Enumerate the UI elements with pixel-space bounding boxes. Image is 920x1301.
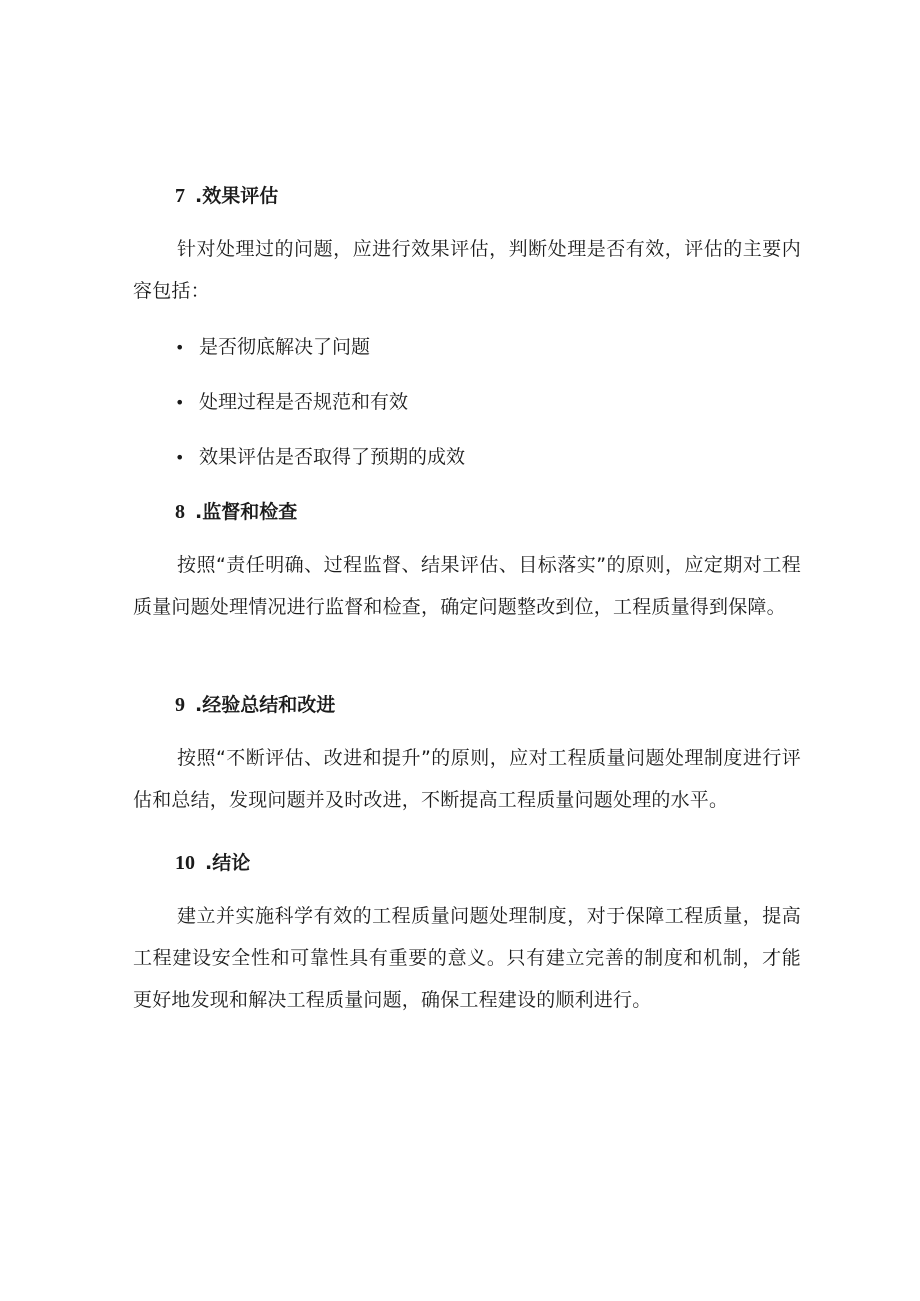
bullet-dot-2: •	[175, 393, 185, 412]
section-9-number: 9	[175, 694, 185, 716]
section-10-paragraph: 建立并实施科学有效的工程质量问题处理制度，对于保障工程质量，提高工程建设安全性和可靠性具有重要的意义。只有建立完善的制度和机制，才能更好地发现和解决工程质量问题，确保工程建设的顺利进行。	[133, 905, 801, 1011]
section-8-heading	[175, 497, 297, 524]
bullet-text-2: 处理过程是否规范和有效	[199, 391, 409, 413]
bullet-dot-1: •	[175, 338, 185, 357]
section-7-paragraph: 针对处理过的问题，应进行效果评估，判断处理是否有效，评估的主要内容包括：	[133, 238, 801, 302]
section-7-title: .效果评估	[195, 185, 279, 207]
section-8-paragraph: 按照“责任明确、过程监督、结果评估、目标落实”的原则，应定期对工程质量问题处理情况进行监督和检查，确定问题整改到位，工程质量得到保障。	[133, 554, 801, 618]
section-10-title: .结论	[205, 852, 251, 874]
section-7-number: 7	[175, 185, 185, 207]
section-10-heading	[175, 848, 250, 875]
section-7-heading	[175, 181, 278, 208]
bullet-text-1: 是否彻底解决了问题	[199, 336, 371, 358]
bullet-dot-3: •	[175, 448, 185, 467]
section-9-paragraph: 按照“不断评估、改进和提升”的原则，应对工程质量问题处理制度进行评估和总结，发现问题并及时改进，不断提高工程质量问题处理的水平。	[133, 747, 801, 811]
section-8-number: 8	[175, 501, 185, 523]
section-9-title: .经验总结和改进	[195, 694, 336, 716]
section-8-title: .监督和检查	[195, 501, 298, 523]
section-10-number: 10	[175, 852, 195, 874]
section-9-heading	[175, 690, 335, 717]
section-7-bullet-1	[175, 332, 370, 359]
section-7-bullet-2	[175, 387, 408, 414]
bullet-text-3: 效果评估是否取得了预期的成效	[199, 446, 466, 468]
section-7-bullet-3	[175, 442, 465, 469]
